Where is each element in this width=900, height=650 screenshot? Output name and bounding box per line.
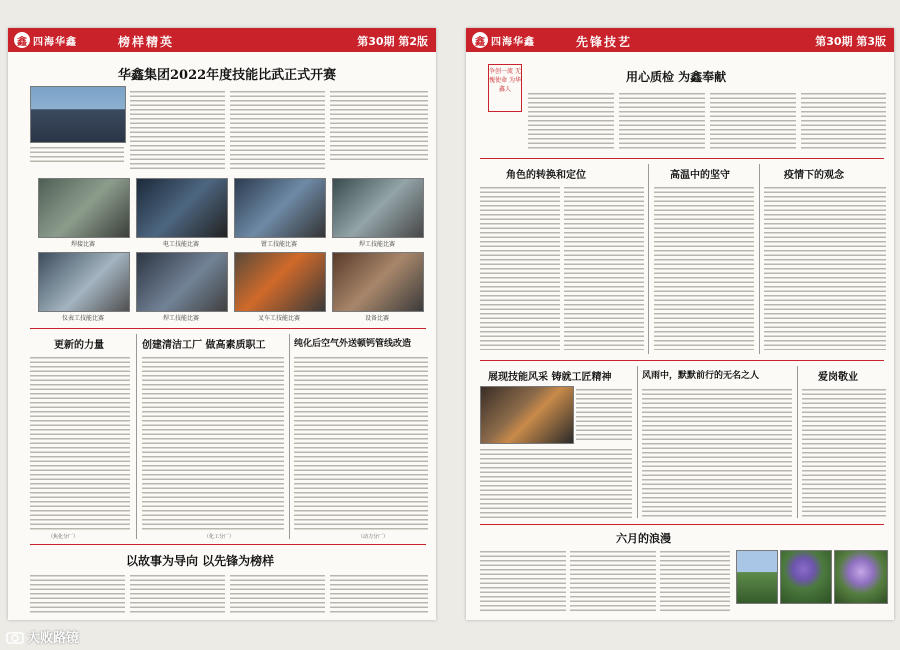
masthead-logo: 鑫 四海华鑫 <box>14 31 77 49</box>
section-title: 榜样精英 <box>118 35 175 49</box>
text-column <box>330 88 428 160</box>
column-rule <box>637 366 638 518</box>
article-body <box>30 572 125 614</box>
photo-flowers <box>736 550 778 604</box>
camera-icon <box>6 630 24 644</box>
article-body <box>30 354 130 530</box>
article-title: 创建清洁工厂 做高素质职工 <box>142 340 266 351</box>
article-title: 风雨中，默默前行的无名之人 <box>642 371 760 381</box>
text-column <box>801 90 886 150</box>
photo-caption-block <box>30 144 124 162</box>
logo-icon: 鑫 <box>14 32 30 48</box>
watermark: 大败路镜 <box>6 627 79 646</box>
photo-contest <box>136 252 228 312</box>
column-rule <box>759 164 760 354</box>
issue-number: 第30期 第2版 <box>357 35 428 48</box>
column-rule <box>648 164 649 354</box>
photo-contest <box>234 252 326 312</box>
photo-welding <box>480 386 574 444</box>
photo-contest <box>136 178 228 238</box>
photo-caption: 设备比赛 <box>364 315 389 322</box>
section-title: 先锋技艺 <box>576 35 633 49</box>
photo-caption: 焊接比赛 <box>70 241 95 248</box>
article-title: 展现技能风采 铸就工匠精神 <box>488 372 612 383</box>
text-column <box>619 90 705 150</box>
text-column <box>230 88 325 170</box>
article-title: 更新的力量 <box>54 340 104 351</box>
logo-icon: 鑫 <box>472 32 488 48</box>
issue-number: 第30期 第3版 <box>815 35 886 48</box>
text-column <box>710 90 796 150</box>
page-header <box>8 28 436 52</box>
article-body <box>480 184 560 350</box>
column-rule <box>797 366 798 518</box>
divider <box>480 524 884 525</box>
sidebar-note: 争创一流 无愧使命 为华鑫人 <box>488 64 522 112</box>
article-title: 角色的转换和定位 <box>506 170 586 181</box>
divider <box>30 328 426 329</box>
photo-caption: 电工技能比赛 <box>162 241 199 248</box>
photo-caption: 钳工技能比赛 <box>260 241 297 248</box>
byline: （焦化分厂） <box>48 534 79 540</box>
byline: （化工分厂） <box>204 534 235 540</box>
photo-contest <box>332 178 424 238</box>
photo-caption: 焊工技能比赛 <box>162 315 199 322</box>
headline: 用心质检 为鑫奉献 <box>626 70 727 84</box>
article-body <box>802 386 886 518</box>
article-title: 爱岗敬业 <box>818 372 858 383</box>
photo-contest <box>38 178 130 238</box>
article-body <box>130 572 225 614</box>
masthead-logo: 鑫 四海华鑫 <box>472 31 535 49</box>
article-body <box>576 386 632 442</box>
article-body <box>660 548 730 612</box>
photo-caption: 焊工技能比赛 <box>358 241 395 248</box>
divider <box>30 544 426 545</box>
headline: 华鑫集团2022年度技能比武正式开赛 <box>118 68 337 83</box>
article-body <box>764 184 886 350</box>
page-header <box>466 28 894 52</box>
article-body <box>480 548 566 612</box>
article-body <box>480 446 632 518</box>
newspaper-page-2 <box>8 28 436 620</box>
photo-caption: 仪表工技能比赛 <box>61 315 104 322</box>
article-body <box>564 184 644 350</box>
photo-contest <box>38 252 130 312</box>
article-body <box>294 354 428 530</box>
photo-ceremony <box>30 86 126 143</box>
article-body <box>654 184 754 350</box>
photo-contest <box>234 178 326 238</box>
article-body <box>330 572 428 614</box>
article-title: 高温中的坚守 <box>670 170 730 181</box>
byline: （动力分厂） <box>358 534 389 540</box>
column-rule <box>289 334 290 539</box>
article-title: 以故事为导向 以先锋为榜样 <box>126 554 275 568</box>
divider <box>480 158 884 159</box>
newspaper-page-3 <box>466 28 894 620</box>
divider <box>480 360 884 361</box>
photo-caption: 叉车工技能比赛 <box>257 315 300 322</box>
article-title: 纯化后空气外送顿钙管线改造 <box>294 339 412 349</box>
photo-contest <box>332 252 424 312</box>
photo-flowers <box>780 550 832 604</box>
article-title: 疫情下的观念 <box>784 170 844 181</box>
article-title: 六月的浪漫 <box>616 532 671 545</box>
article-body <box>570 548 656 612</box>
article-body <box>642 386 792 518</box>
article-body <box>142 354 284 530</box>
photo-flowers <box>834 550 888 604</box>
text-column <box>130 88 225 170</box>
article-body <box>230 572 325 614</box>
column-rule <box>136 334 137 539</box>
text-column <box>528 90 614 150</box>
